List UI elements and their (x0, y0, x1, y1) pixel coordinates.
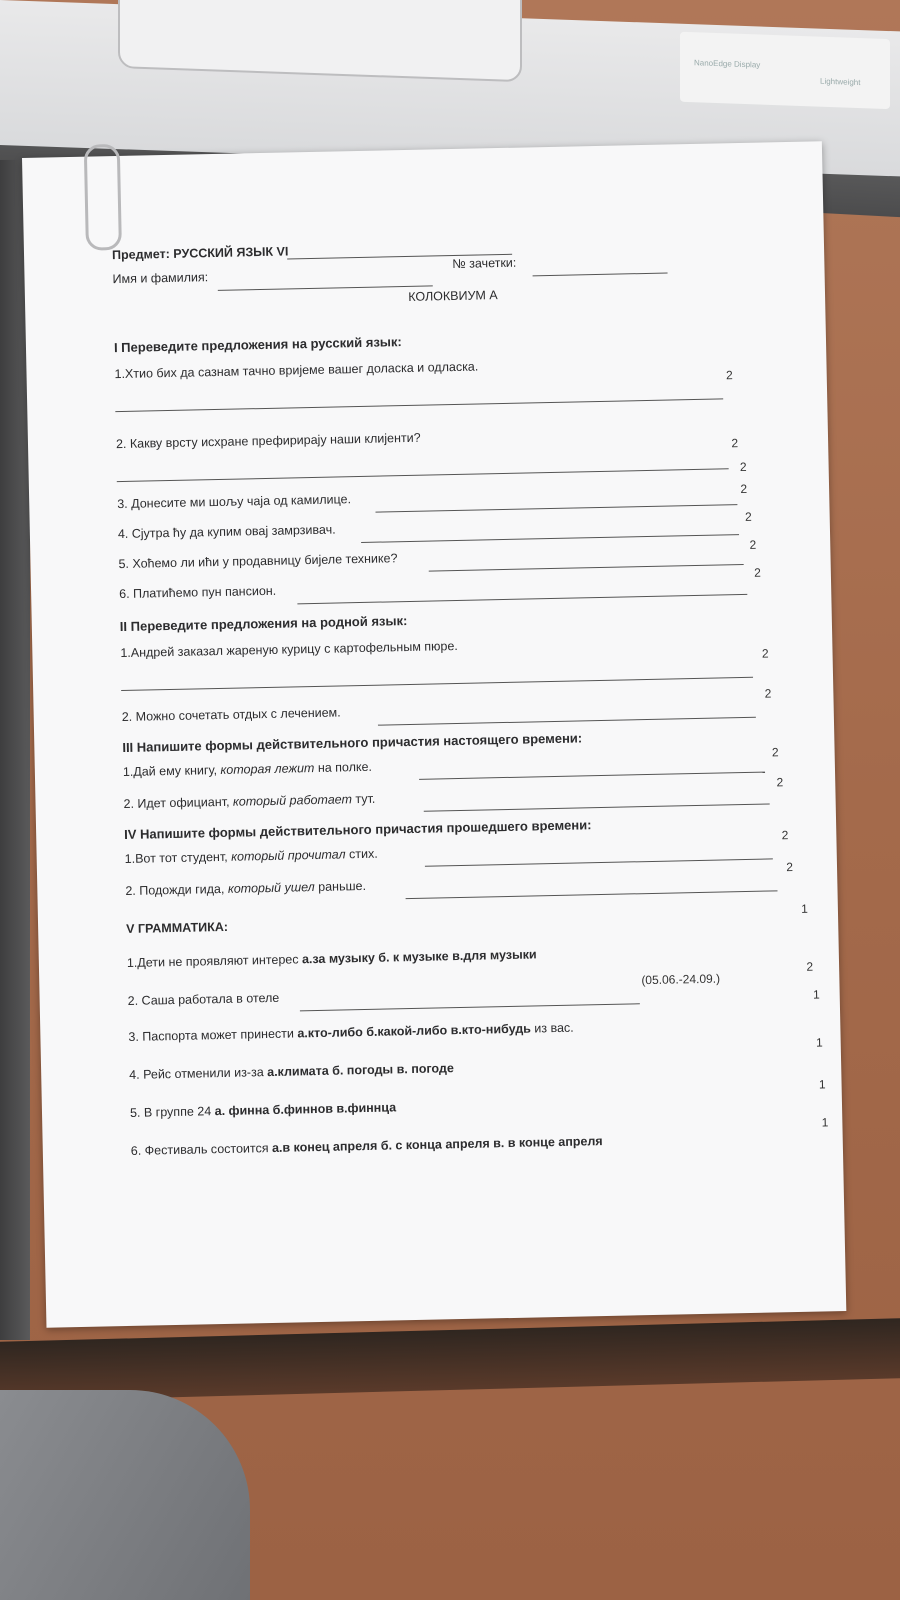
item-text: 3. Донесите ми шољу чаја од камилице. (117, 492, 352, 512)
answer-options: а. финна б.финнов в.финнца (214, 1100, 397, 1119)
list-item (131, 1130, 811, 1168)
item-text-italic: который работает (232, 792, 353, 809)
paper-clip-icon (84, 144, 122, 251)
item-text-italic: который прочитал (231, 847, 346, 864)
laptop-trackpad (118, 0, 522, 82)
answer-line (121, 677, 753, 691)
item-text-end: на полке. (314, 759, 373, 776)
answer-line (378, 717, 756, 726)
points: 2 (754, 565, 761, 580)
subject-label: Предмет: РУССКИЙ ЯЗЫК VI (111, 244, 289, 263)
section-3-title: III Напишите формы действительного причастия настоящего времени: (122, 730, 583, 756)
points: 2 (771, 745, 779, 760)
points: 2 (740, 481, 748, 497)
section-2-title: II Переведите предложения на родной язык: (119, 613, 408, 635)
section-4-title: IV Напишите формы действительного причастия прошедшего времени: (124, 817, 592, 843)
answer-line (115, 398, 723, 412)
list-item (122, 745, 803, 789)
points: 1 (818, 1077, 826, 1092)
answer-line (361, 534, 739, 543)
answer-options: а.климата б. погоды в. погоде (267, 1061, 454, 1080)
list-item (129, 1054, 826, 1092)
points: 2 (781, 828, 789, 843)
item-text: 2. Можно сочетать отдых с лечением. (121, 705, 341, 725)
points: 2 (764, 686, 772, 701)
item-text-end: из вас. (530, 1020, 574, 1036)
item-text: 1.Хтио бих да сазнам тачно вријеме вашег доласка и одласка. (114, 359, 479, 382)
points: 1 (812, 987, 820, 1002)
points: 2 (776, 775, 784, 790)
record-line (533, 273, 668, 277)
points: 2 (725, 368, 733, 383)
answer-options: а.за музыку б. к музыке в.для музыки (301, 947, 537, 967)
sticker-text-right: Lightweight (820, 76, 861, 88)
points: 2 (749, 537, 757, 552)
section-5-header (126, 901, 809, 946)
item-text-start: 2. Идет официант, (123, 794, 234, 812)
item-text: 3. Паспорта может принести (128, 1026, 298, 1044)
list-item (129, 1092, 829, 1130)
item-text-start: 2. Подожди гида, (125, 881, 229, 898)
page-title: КОЛОКВИУМ А (408, 288, 498, 304)
item-text: 2. Какву врсту исхране префирирају наши клијенти? (115, 430, 421, 452)
date-range: (05.06.-24.09.) (641, 971, 721, 988)
list-item (125, 860, 805, 908)
name-label: Имя и фамилия: (112, 270, 209, 287)
points: 2 (731, 436, 739, 451)
item-text: 4. Рейс отменили из-за (129, 1065, 268, 1082)
sticker-text-left: NanoEdge Display (694, 58, 761, 70)
answer-line (419, 772, 765, 780)
points: 2 (744, 509, 752, 524)
item-text: 4. Сјутра ћу да купим овај замрзивач. (117, 522, 336, 542)
section-5-title: V ГРАММАТИКА: (126, 919, 229, 936)
record-label: № зачетки: (452, 255, 517, 272)
exam-sheet (22, 141, 846, 1327)
item-text: 1.Андрей заказал жареную курицу с картофельным пюре. (120, 638, 458, 661)
answer-options: а.в конец апреля б. с конца апреля в. в конце апреля (271, 1134, 603, 1155)
points: 1 (821, 1115, 829, 1130)
item-text: 6. Фестиваль состоится (130, 1140, 273, 1158)
answer-line (300, 1003, 640, 1011)
item-text: 5. В группе 24 (129, 1104, 215, 1120)
list-item (127, 971, 820, 1018)
points: 1 (801, 901, 809, 916)
item-text-end: тут. (351, 791, 376, 807)
exam-content (111, 234, 829, 1168)
item-text-start: 1.Дай ему книгу, (122, 762, 221, 780)
item-text: 2. Саша работала в отеле (127, 990, 280, 1008)
answer-line (117, 468, 729, 482)
item-text-italic: которая лежит (220, 761, 315, 777)
points: 2 (739, 459, 747, 475)
answer-line (425, 858, 773, 866)
item-text: 6. Платићемо пун пансион. (119, 583, 277, 602)
answer-line (297, 594, 747, 604)
item-text-end: раньше. (314, 878, 367, 895)
answer-line (406, 890, 778, 899)
laptop-sticker (680, 32, 890, 109)
points: 2 (806, 959, 814, 974)
list-item (128, 1016, 823, 1054)
points: 2 (786, 860, 794, 875)
item-text: 5. Хоћемо ли ићи у продавницу бијеле технике? (118, 551, 398, 572)
answer-line (429, 564, 744, 572)
answer-line (424, 803, 770, 811)
answer-line (375, 504, 737, 513)
item-text-italic: который ушел (227, 880, 315, 896)
answer-options: а.кто-либо б.какой-либо в.кто-нибудь (297, 1021, 532, 1041)
item-text: 1.Дети не проявляют интерес (126, 952, 303, 970)
points: 1 (815, 1035, 823, 1050)
points: 2 (761, 646, 769, 661)
section-1-title: I Переведите предложения на русский язык: (113, 334, 402, 356)
item-text-start: 1.Вот тот студент, (124, 849, 232, 867)
item-text-end: стих. (345, 846, 378, 862)
